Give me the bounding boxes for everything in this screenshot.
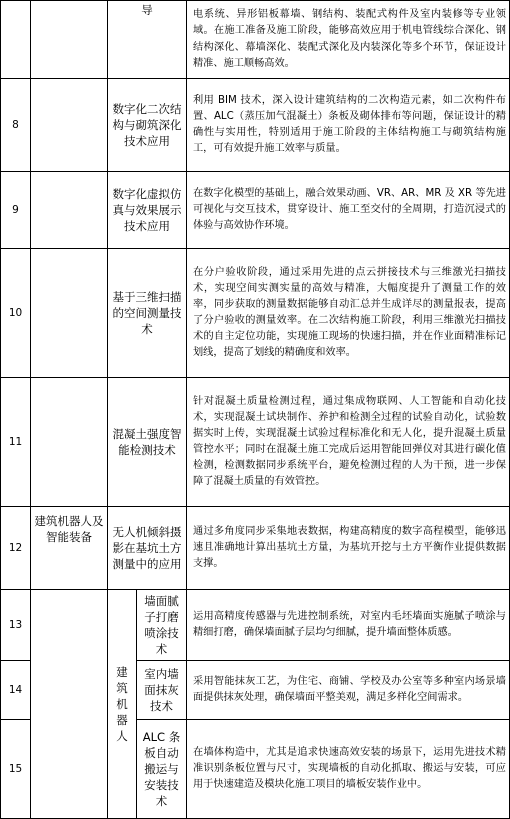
row-number: 15 bbox=[8, 763, 23, 775]
technology-description: 运用高精度传感器与先进控制系统，对室内毛坯墙面实施腻子喷涂与精细打磨，确保墙面腻子层均匀细腻，提升墙面整体质感。 bbox=[193, 610, 506, 638]
technology-name: 室内墙面抹灰技术 bbox=[144, 667, 179, 713]
category-label: 建筑机器人及智能装备 bbox=[34, 514, 104, 544]
technology-name: 基于三维扫描的空间测量技术 bbox=[112, 290, 182, 336]
technology-description: 针对混凝土质量检测过程，通过集成物联网、人工智能和自动化技术，实现混凝土试块制作、养护和检测全过程的试验自动化，试验数据实时上传，实现混凝土试验过程标准化和无人化，提升混凝土质量管控水平；同时在混凝土施工完成后运用智能回弹仪对其进行碳化值检测，检测数据同步系统平台，避免检测过程的人为干预，进一步保障了混凝土质量的有效管控。 bbox=[193, 395, 506, 488]
technology-description: 在墙体构造中，尤其是追求快速高效安装的场景下，运用先进技术精准识别条板位置与尺寸，实现墙板的自动化抓取、搬运与安装，可应用于快速建造及模块化施工项目的墙板安装作业中。 bbox=[193, 746, 506, 791]
row-number: 13 bbox=[8, 619, 23, 631]
technology-description: 通过多角度同步采集地表数据，构建高精度的数字高程模型，能够迅速且准确地计算出基坑土方量，为基坑开挖与土方平衡作业提供数据支撑。 bbox=[193, 525, 506, 570]
technology-description: 电系统、异形铝板幕墙、钢结构、装配式构件及室内装修等专业领域。在施工准备及施工阶段，能够高效应用于机电管线综合深化、钢结构深化、幕墙深化、装配式深化及内装深化等多个环节，保证设计精准、施工顺畅高效。 bbox=[193, 9, 506, 69]
technology-name: ALC 条板自动搬运与安装技术 bbox=[142, 730, 181, 808]
row-number: 9 bbox=[12, 204, 19, 216]
technology-name: 数字化二次结构与砌筑深化技术应用 bbox=[112, 102, 182, 148]
row-number: 11 bbox=[8, 436, 23, 448]
technology-name: 数字化虚拟仿真与效果展示技术应用 bbox=[112, 187, 182, 233]
column-divider bbox=[30, 0, 31, 819]
technology-description: 在数字化模型的基础上，融合效果动画、VR、AR、MR 及 XR 等先进可视化与交互技术，贯穿设计、施工至交付的全周期，打造沉浸式的体验与高效协作环境。 bbox=[193, 187, 506, 232]
row-number: 8 bbox=[12, 119, 19, 131]
technology-description: 利用 BIM 技术，深入设计建筑结构的二次构造元素，如二次构件布置、ALC（蒸压加气混凝土）条板及砌体排布等问题，保证设计的精确性与实用性，特别适用于施工阶段的主体结构施工与砌筑结构施工，可有效提升施工效率与质量。 bbox=[193, 94, 506, 155]
technology-name: 混凝土强度智能检测技术 bbox=[112, 427, 182, 457]
technology-description: 采用智能抹灰工艺，为住宅、商铺、学校及办公室等多种室内场景墙面提供抹灰处理，确保墙面平整美观，满足多样化空间需求。 bbox=[193, 675, 506, 703]
technology-description: 在分户验收阶段，通过采用先进的点云拼接技术与三维激光扫描技术，实现空间实测实量的高效与精准，大幅度提升了测量工作的效率，同步获取的测量数据能够自动汇总并生成详尽的测量报表，提高了分户验收的测量效率。在二次结构施工阶段，利用三维激光扫描技术的自主定位功能，实现施工现场的快速扫描，并在作业面精准标记划线，提高了划线的精确度和效率。 bbox=[193, 266, 506, 359]
technology-name: 墙面腻子打磨喷涂技术 bbox=[144, 594, 179, 656]
row-number: 14 bbox=[8, 684, 23, 696]
row-number: 10 bbox=[8, 307, 23, 319]
technology-name: 无人机倾斜摄影在基坑土方测量中的应用 bbox=[112, 525, 182, 571]
subcategory-text: 建筑机器人 bbox=[116, 665, 128, 743]
subcategory-label bbox=[108, 590, 136, 818]
row-number: 12 bbox=[8, 542, 23, 554]
technology-name: 导 bbox=[141, 3, 153, 17]
